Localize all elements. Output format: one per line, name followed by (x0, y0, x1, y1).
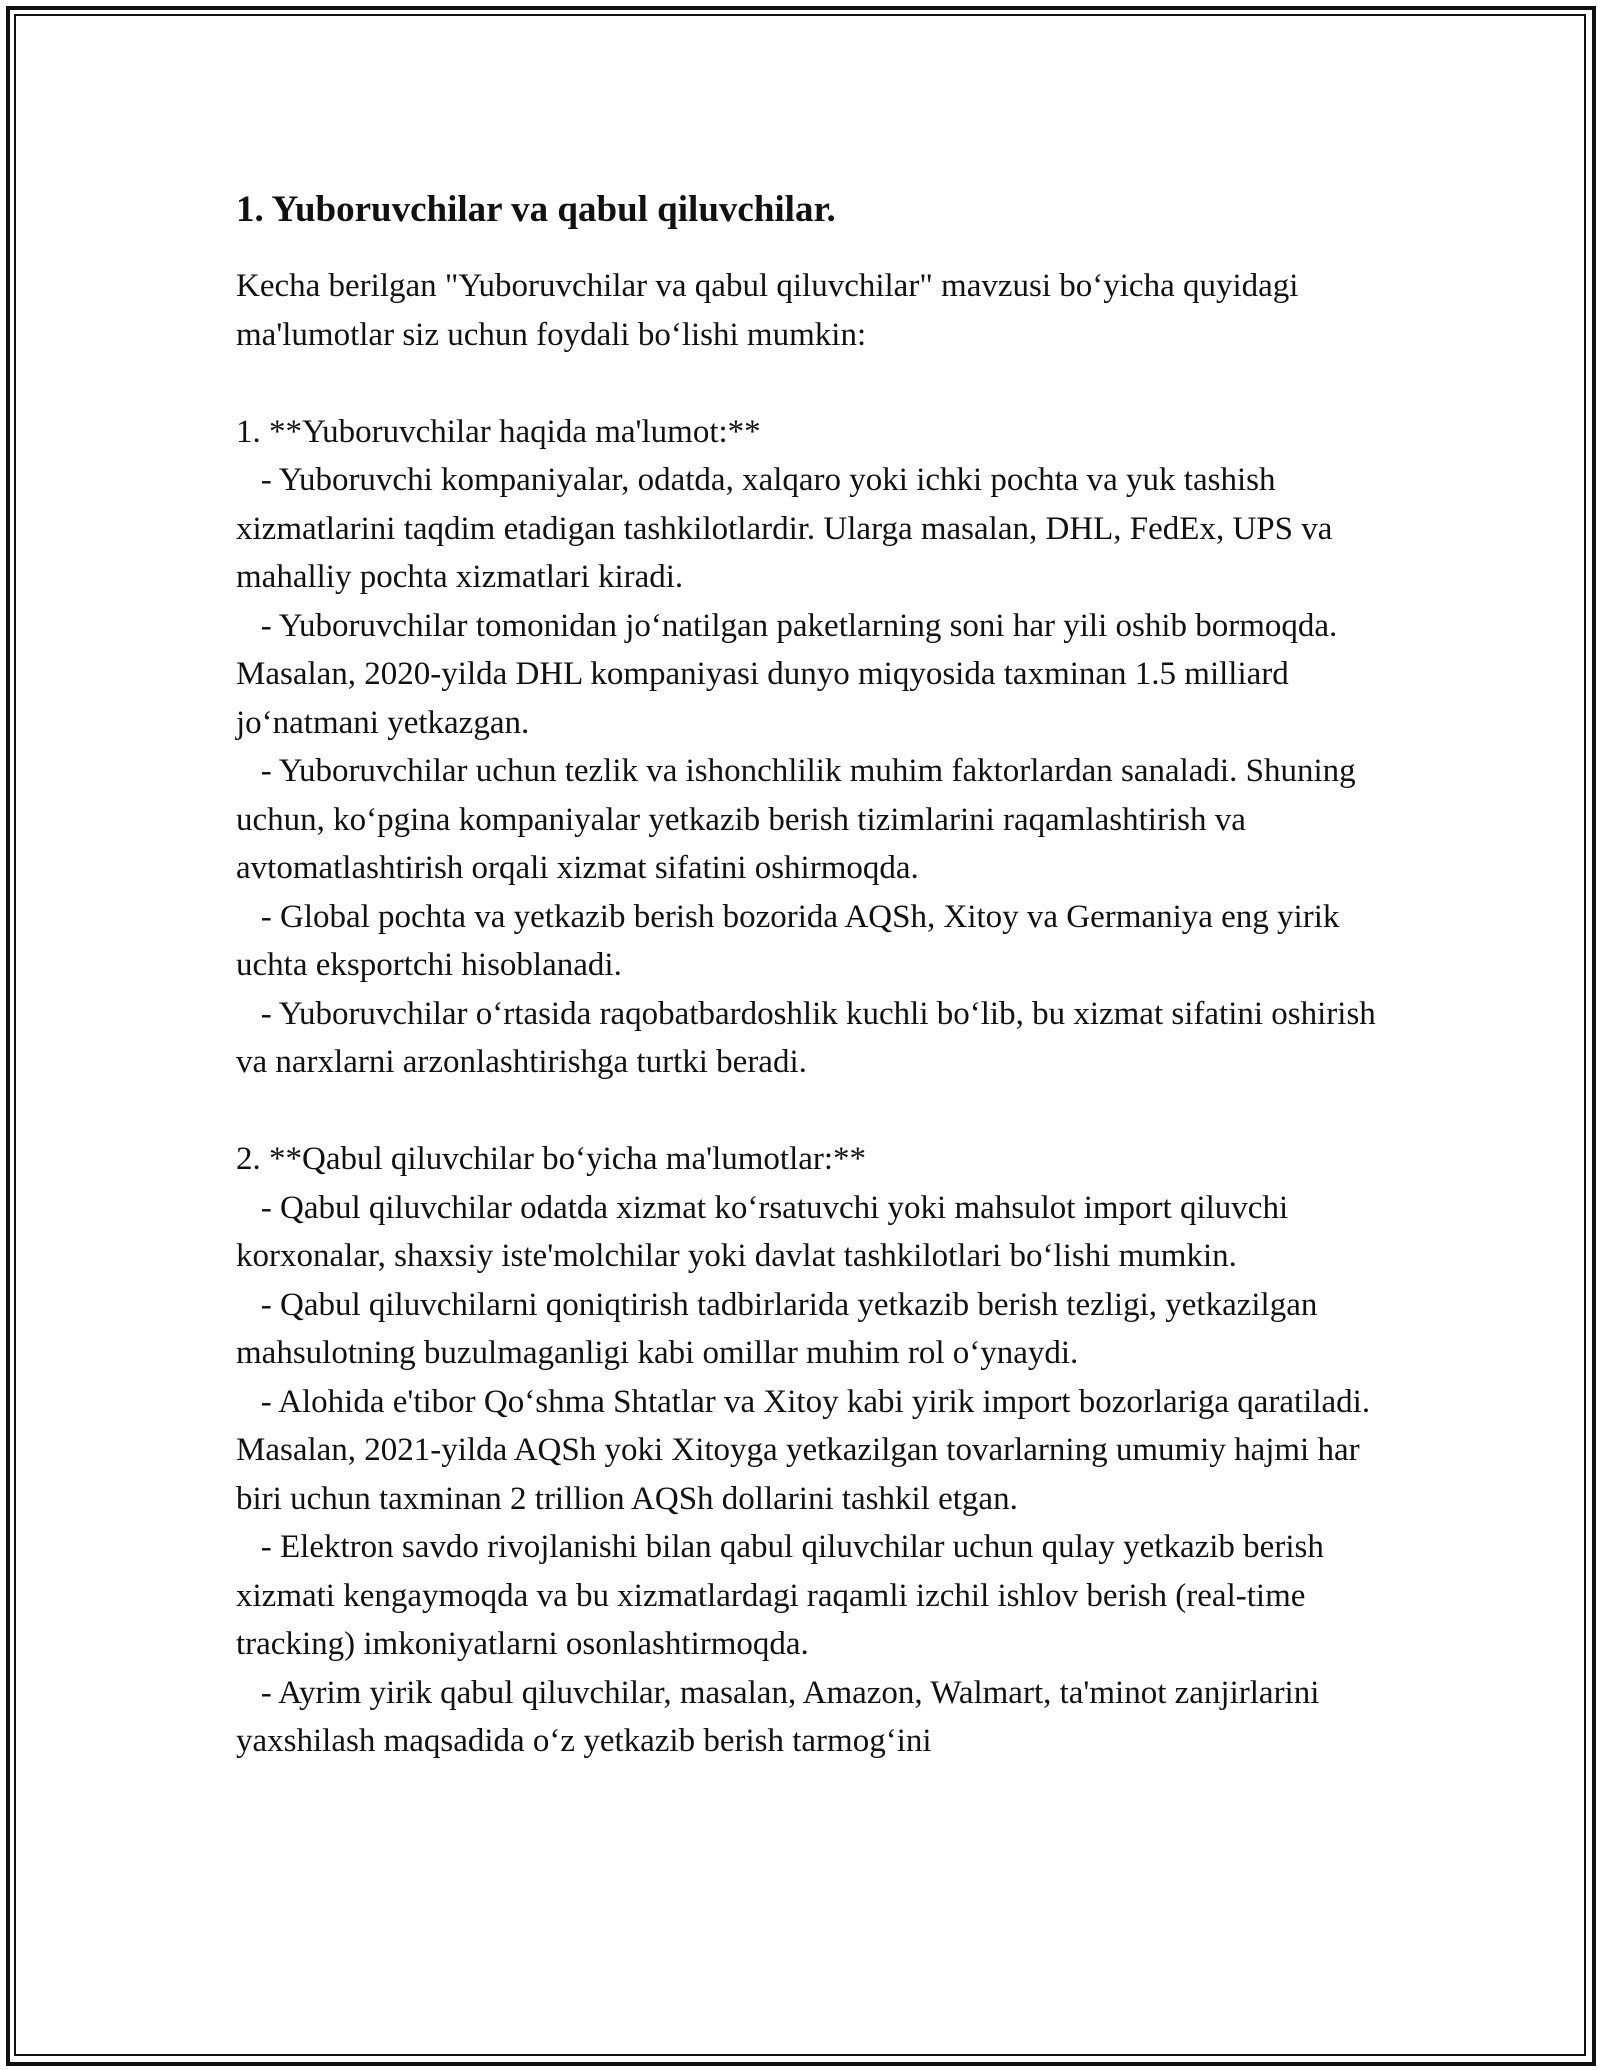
list-item: - Yuboruvchi kompaniyalar, odatda, xalqaro yoki ichki pochta va yuk tashish xizmatlarini taqdim etadigan tashkilotlardir. Ularga masalan, DHL, FedEx, UPS va mahalliy pochta xizmatlari kiradi. (236, 462, 1341, 595)
document-body (236, 186, 1385, 1814)
intro-paragraph: Kecha berilgan "Yuboruvchilar va qabul qiluvchilar" mavzusi bo‘yicha quyidagi ma'lumotlar siz uchun foydali bo‘lishi mumkin: (236, 268, 1299, 353)
section-heading: 1. **Yuboruvchilar haqida ma'lumot:** (236, 413, 761, 450)
section-heading: 2. **Qabul qiluvchilar bo‘yicha ma'lumotlar:** (236, 1141, 867, 1177)
list-item: - Qabul qiluvchilar odatda xizmat ko‘rsatuvchi yoki mahsulot import qiluvchi korxonalar, shaxsiy iste'molchilar yoki davlat tashkilotlari bo‘lishi mumkin. (236, 1189, 1297, 1274)
section-receivers (236, 1135, 1379, 1766)
list-item: - Alohida e'tibor Qo‘shma Shtatlar va Xitoy kabi yirik import bozorlariga qaratiladi. Masalan, 2021-yilda AQSh yoki Xitoyga yetkazilgan tovarlarning umumiy hajmi har biri uchun taxminan 2 trillion AQSh dollarini tashkil etgan. (236, 1383, 1379, 1517)
section-senders (236, 408, 1385, 1087)
list-item: - Global pochta va yetkazib berish bozorida AQSh, Xitoy va Germaniya eng yirik uchta eksportchi hisoblanadi. (236, 898, 1348, 983)
list-item: - Yuboruvchilar uchun tezlik va ishonchlilik muhim faktorlardan sanaladi. Shuning uchun, ko‘pgina kompaniyalar yetkazib berish tizimlarini raqamlashtirish va avtomatlashtirish orqali xizmat sifatini oshirmoqda. (236, 753, 1364, 886)
list-item: - Elektron savdo rivojlanishi bilan qabul qiluvchilar uchun qulay yetkazib berish xizmati kengaymoqda va bu xizmatlardagi raqamli izchil ishlov berish (real-time tracking) imkoniyatlarni osonlashtirmoqda. (236, 1529, 1333, 1662)
document-title: 1. Yuboruvchilar va qabul qiluvchilar. (236, 189, 836, 230)
list-item: - Qabul qiluvchilarni qoniqtirish tadbirlarida yetkazib berish tezligi, yetkazilgan mahsulotning buzulmaganligi kabi omillar muhim rol o‘ynaydi. (236, 1286, 1326, 1371)
list-item: - Yuboruvchilar tomonidan jo‘natilgan paketlarning soni har yili oshib bormoqda. Masalan, 2020-yilda DHL kompaniyasi dunyo miqyosida taxminan 1.5 milliard jo‘natmani yetkazgan. (236, 607, 1346, 741)
list-item: - Yuboruvchilar o‘rtasida raqobatbardoshlik kuchli bo‘lib, bu xizmat sifatini oshirish va narxlarni arzonlashtirishga turtki beradi. (236, 995, 1385, 1080)
list-item: - Ayrim yirik qabul qiluvchilar, masalan, Amazon, Walmart, ta'minot zanjirlarini yaxshilash maqsadida o‘z yetkazib berish tarmog‘ini (236, 1674, 1328, 1759)
